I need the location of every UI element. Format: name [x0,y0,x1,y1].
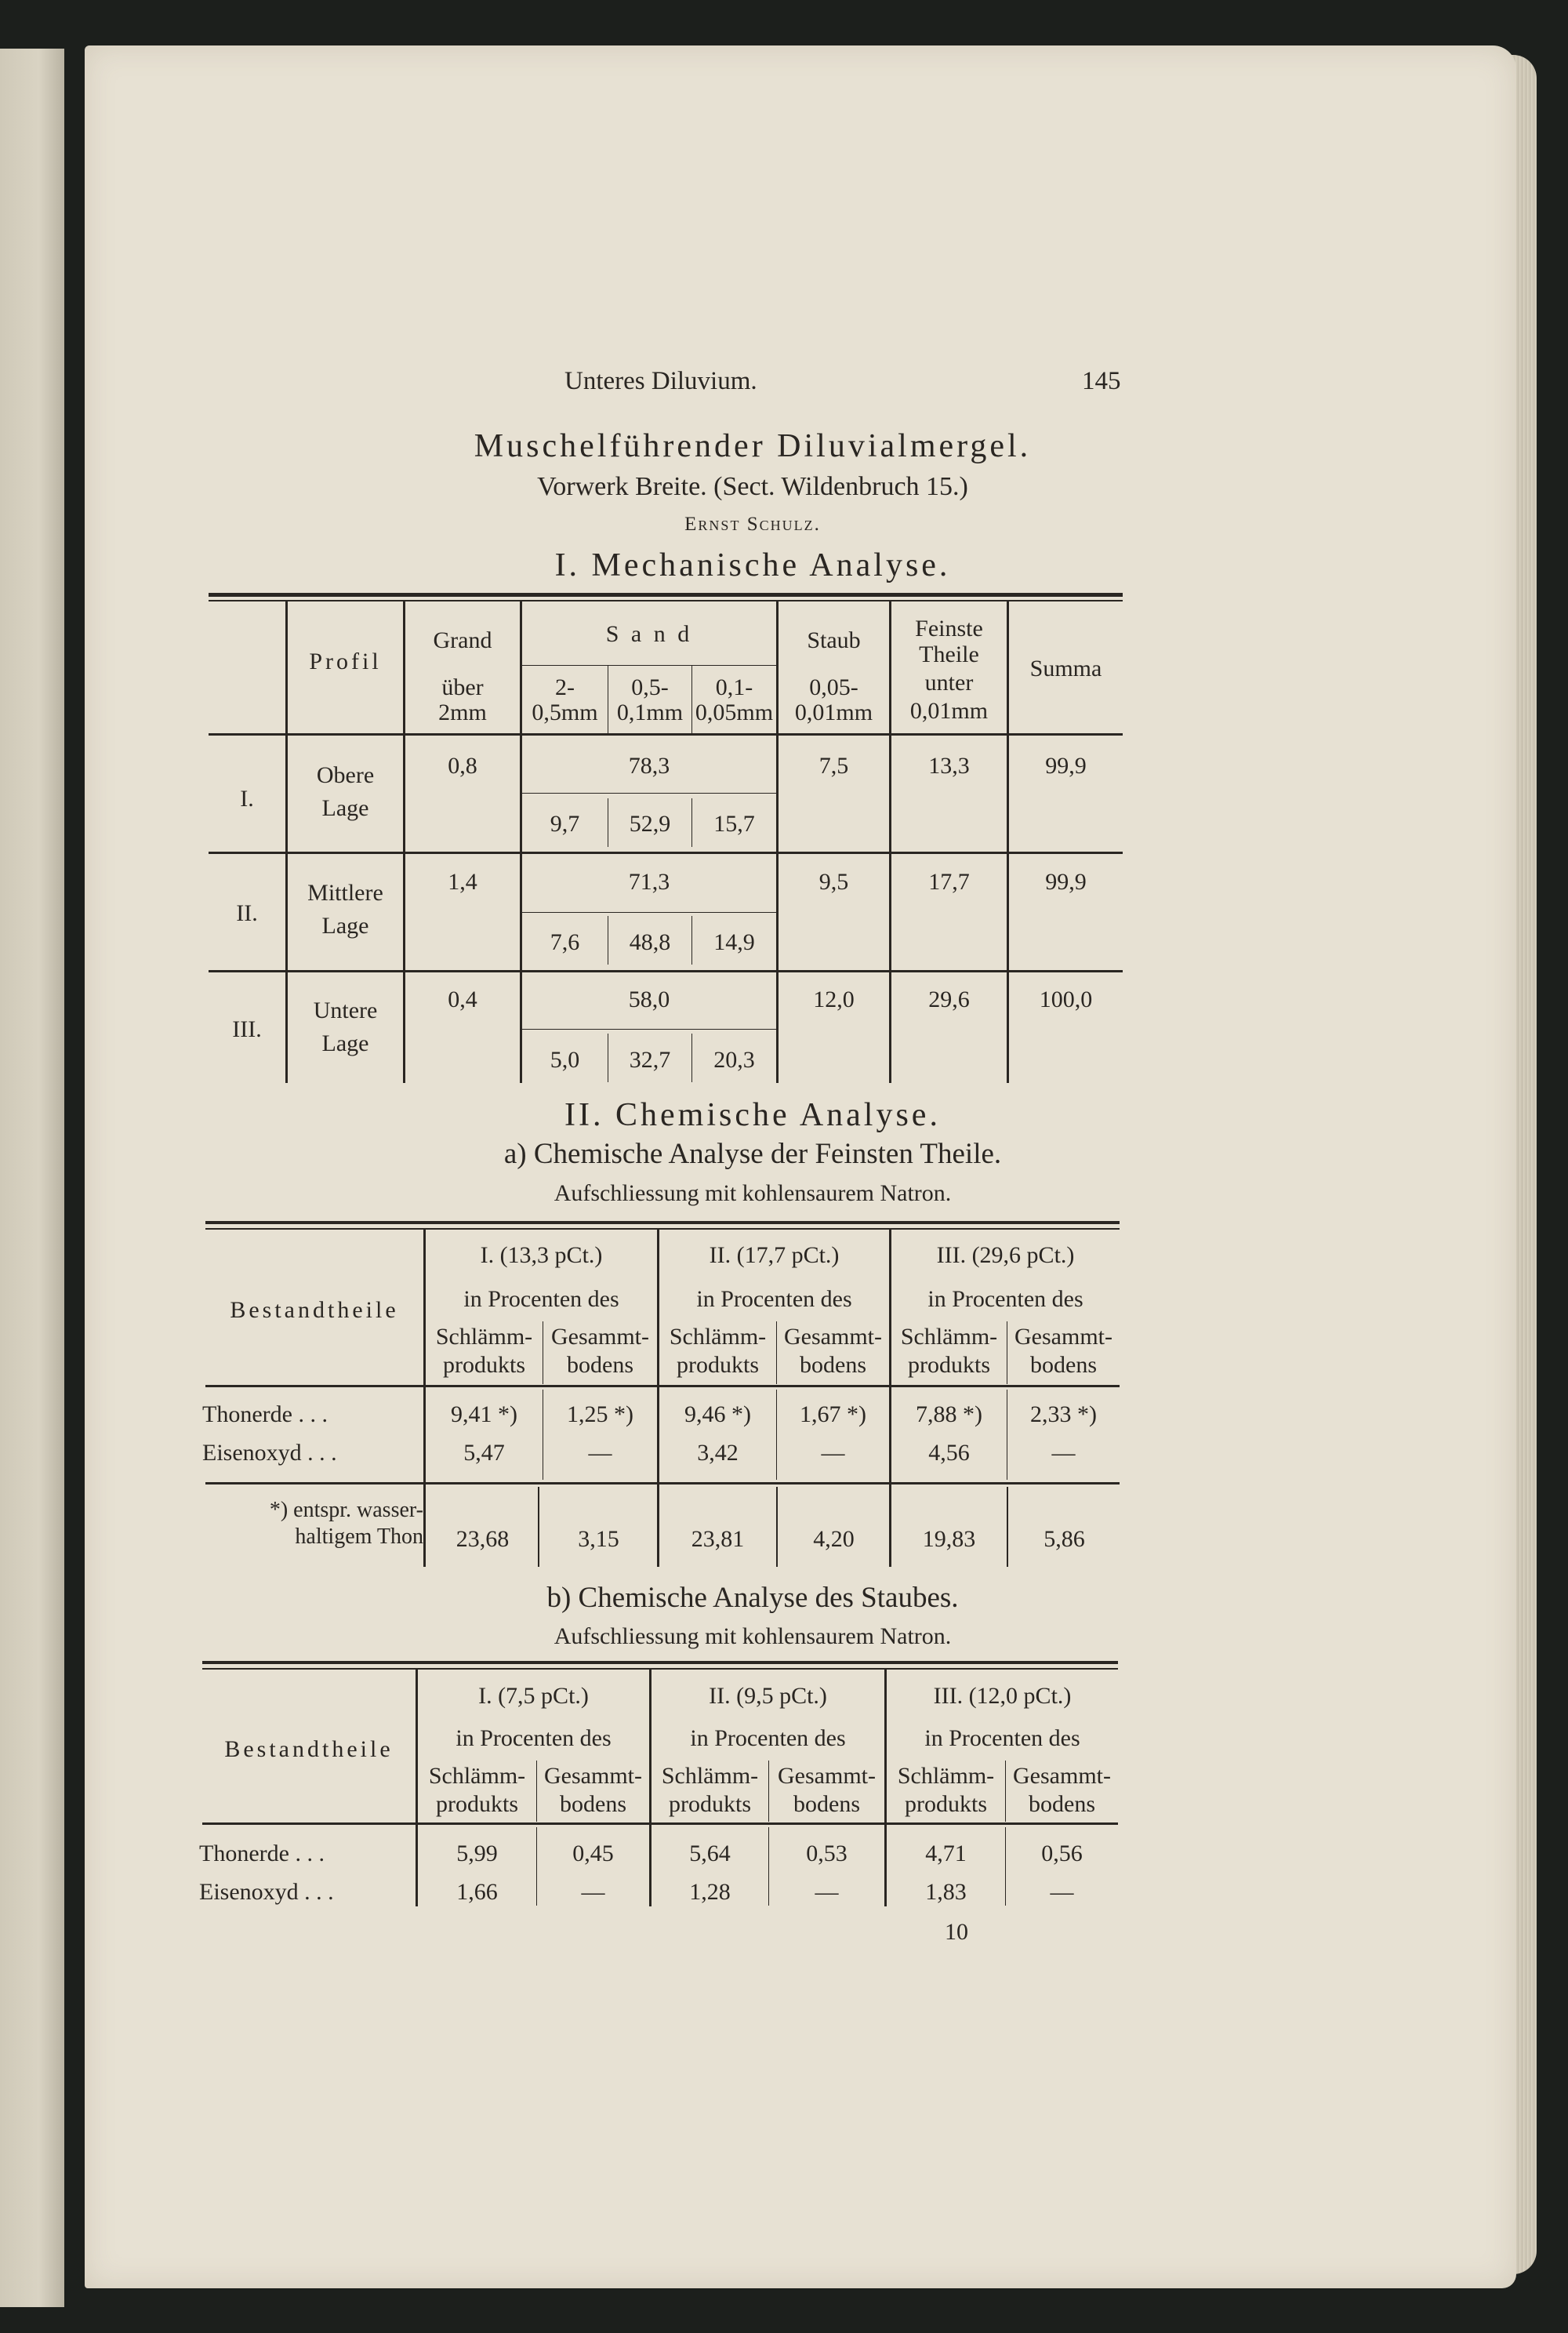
a-in-proc-1: in Procenten des [463,1286,619,1312]
a-row-1-val-1: 9,41 *) [451,1401,517,1427]
b-col-gesamt-1a: Gesammt- [544,1763,642,1789]
a-row-2-val-2: — [588,1440,612,1466]
a-row-2-val-5: 4,56 [928,1440,970,1466]
row-3-grand: 0,4 [448,987,477,1012]
subsection-a-note: Aufschliessung mit kohlensaurem Natron. [554,1180,952,1206]
header-staub-sub: 0,05- [809,674,858,700]
a-col-gesamt-1a: Gesammt- [551,1324,649,1350]
b-row-2-val-1: 1,66 [456,1879,498,1905]
a-col-gesamt-3a: Gesammt- [1014,1324,1112,1350]
section-title-mechanical: I. Mechanische Analyse. [554,547,951,583]
row-1-sand-2: 52,9 [629,811,671,837]
a-in-proc-3: in Procenten des [927,1286,1083,1312]
row-1-summa: 99,9 [1045,753,1087,779]
row-2-staub: 9,5 [818,869,849,895]
b-col-gesamt-2b: bodens [793,1791,860,1817]
b-row-2-val-6: — [1050,1879,1074,1905]
row-2-summa: 99,9 [1045,869,1087,895]
sand-col-1a: 2- [555,674,575,700]
b-col-schlamm-1a: Schlämm- [428,1763,526,1789]
row-2-grand: 1,4 [448,869,477,895]
row-2-name-1: Mittlere [307,880,383,906]
row-3-sand-2: 32,7 [629,1047,671,1073]
b-col-schlamm-2a: Schlämm- [661,1763,759,1789]
subsection-b-title: b) Chemische Analyse des Staubes. [546,1582,959,1614]
header-feinste-2: Theile [919,641,979,667]
row-1-staub: 7,5 [818,753,849,779]
row-1-sand-1: 9,7 [550,811,580,837]
subsection-b-note: Aufschliessung mit kohlensaurem Natron. [554,1623,952,1649]
a-note-val-5: 19,83 [922,1526,976,1552]
b-col-gesamt-2a: Gesammt- [778,1763,876,1789]
b-col-gesamt-3a: Gesammt- [1013,1763,1111,1789]
b-col-gesamt-3b: bodens [1029,1791,1095,1817]
header-feinste-4: 0,01mm [909,698,989,724]
sand-col-3a: 0,1- [715,674,753,700]
row-2-name-2: Lage [321,913,369,939]
row-2-sand-1: 7,6 [550,929,580,955]
section-title-chemical: II. Chemische Analyse. [564,1097,941,1133]
header-feinste-3: unter [924,670,974,696]
row-3-summa: 100,0 [1039,987,1093,1012]
b-row-2-val-3: 1,28 [689,1879,731,1905]
signature-mark: 10 [945,1919,968,1945]
b-group-2: II. (9,5 pCt.) [709,1683,827,1709]
row-1-feinste: 13,3 [928,753,970,779]
row-1-num: I. [240,786,254,812]
row-3-sand-1: 5,0 [550,1047,580,1073]
b-row-1-label: Thonerde . . . [199,1841,325,1866]
b-col-schlamm-2b: produkts [669,1791,751,1817]
a-group-2: II. (17,7 pCt.) [709,1242,840,1268]
row-2-sand-total: 71,3 [628,869,670,895]
header-grand-unit: 2mm [438,700,487,725]
b-col-schlamm-3a: Schlämm- [897,1763,995,1789]
b-header-bestandtheile: Bestandtheile [224,1736,394,1762]
a-note-val-3: 23,81 [691,1526,745,1552]
a-row-2-val-1: 5,47 [463,1440,505,1466]
b-row-2-val-2: — [581,1879,605,1905]
a-row-1-val-4: 1,67 *) [800,1401,866,1427]
a-note-val-6: 5,86 [1044,1526,1085,1552]
b-in-proc-2: in Procenten des [690,1725,846,1751]
row-2-sand-2: 48,8 [629,929,671,955]
b-group-3: III. (12,0 pCt.) [933,1683,1072,1709]
row-2-feinste: 17,7 [928,869,970,895]
sand-col-1b: 0,5mm [532,700,598,725]
b-row-1-val-6: 0,56 [1041,1841,1083,1866]
header-staub-unit: 0,01mm [794,700,873,725]
b-row-2-val-4: — [815,1879,839,1905]
a-row-2-val-4: — [821,1440,845,1466]
a-group-1: I. (13,3 pCt.) [480,1242,603,1268]
row-3-staub: 12,0 [813,987,855,1012]
a-note-val-1: 23,68 [456,1526,510,1552]
b-in-proc-3: in Procenten des [924,1725,1080,1751]
row-1-name-1: Obere [316,762,375,788]
a-col-gesamt-3b: bodens [1030,1352,1097,1378]
location-line: Vorwerk Breite. (Sect. Wildenbruch 15.) [537,472,968,501]
a-row-2-val-3: 3,42 [697,1440,739,1466]
sand-col-3b: 0,05mm [695,700,774,725]
b-row-1-val-2: 0,45 [572,1841,614,1866]
header-sand: S a n d [605,621,693,647]
a-row-1-label: Thonerde . . . [202,1401,328,1427]
a-col-schlamm-3b: produkts [908,1352,990,1378]
b-col-schlamm-1b: produkts [436,1791,518,1817]
row-3-name-1: Untere [313,998,378,1023]
b-row-1-val-1: 5,99 [456,1841,498,1866]
a-note-val-2: 3,15 [578,1526,619,1552]
a-col-gesamt-1b: bodens [567,1352,633,1378]
sand-col-2b: 0,1mm [616,700,684,725]
document-title: Muschelführender Diluvialmergel. [474,428,1032,464]
row-3-feinste: 29,6 [928,987,970,1012]
left-page-edge [0,49,64,2307]
a-footnote-2: haltigem Thon [295,1524,423,1549]
a-row-1-val-2: 1,25 *) [567,1401,633,1427]
author: Ernst Schulz. [684,514,821,535]
b-col-gesamt-1b: bodens [560,1791,626,1817]
header-profil: Profil [309,649,382,674]
row-1-grand: 0,8 [448,753,477,779]
b-row-1-val-3: 5,64 [689,1841,731,1866]
a-note-val-4: 4,20 [813,1526,855,1552]
running-title: Unteres Diluvium. [564,367,757,395]
a-col-schlamm-2a: Schlämm- [669,1324,767,1350]
b-row-1-val-4: 0,53 [806,1841,848,1866]
b-in-proc-1: in Procenten des [456,1725,612,1751]
row-3-sand-total: 58,0 [628,987,670,1012]
row-3-num: III. [232,1016,262,1042]
row-1-sand-total: 78,3 [628,753,670,779]
a-group-3: III. (29,6 pCt.) [936,1242,1075,1268]
row-1-name-2: Lage [321,795,369,821]
a-footnote-1: *) entspr. wasser- [269,1498,423,1522]
header-feinste-1: Feinste [915,616,983,641]
sand-col-2a: 0,5- [631,674,669,700]
header-grand-sub: über [441,674,484,700]
a-row-2-val-6: — [1051,1440,1076,1466]
a-row-1-val-5: 7,88 *) [916,1401,982,1427]
a-header-bestandtheile: Bestandtheile [230,1297,399,1323]
b-row-2-val-5: 1,83 [925,1879,967,1905]
row-2-num: II. [236,900,258,926]
header-summa: Summa [1029,656,1102,681]
a-row-1-val-3: 9,46 *) [684,1401,751,1427]
a-in-proc-2: in Procenten des [696,1286,852,1312]
a-col-gesamt-2a: Gesammt- [784,1324,882,1350]
subsection-a-title: a) Chemische Analyse der Feinsten Theile. [503,1138,1002,1170]
b-group-1: I. (7,5 pCt.) [478,1683,589,1709]
a-col-schlamm-2b: produkts [677,1352,759,1378]
a-col-schlamm-1a: Schlämm- [435,1324,533,1350]
a-row-2-label: Eisenoxyd . . . [202,1440,337,1466]
a-col-gesamt-2b: bodens [800,1352,866,1378]
b-row-1-val-5: 4,71 [925,1841,967,1866]
row-2-sand-3: 14,9 [713,929,755,955]
b-col-schlamm-3b: produkts [905,1791,987,1817]
page-number: 145 [1082,367,1121,395]
row-3-name-2: Lage [321,1030,369,1056]
b-row-2-label: Eisenoxyd . . . [199,1879,334,1905]
a-col-schlamm-3a: Schlämm- [900,1324,998,1350]
row-3-sand-3: 20,3 [713,1047,755,1073]
a-col-schlamm-1b: produkts [443,1352,525,1378]
header-staub: Staub [807,627,861,653]
row-1-sand-3: 15,7 [713,811,755,837]
header-grand: Grand [433,627,492,653]
a-row-1-val-6: 2,33 *) [1030,1401,1097,1427]
